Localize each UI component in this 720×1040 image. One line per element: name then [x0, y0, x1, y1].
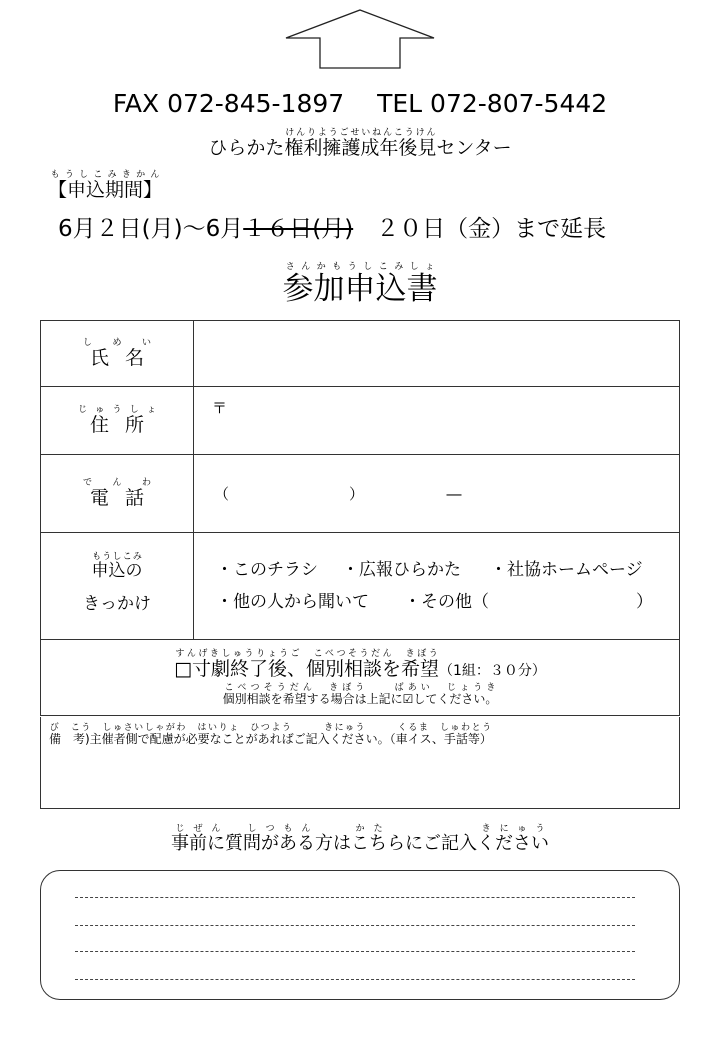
- option-newsletter[interactable]: ・広報ひらかた: [342, 560, 461, 580]
- consultation-row: [41, 640, 680, 716]
- writing-line: [75, 979, 635, 980]
- fax-tel-line: FAX 072-845-1897 TEL 072-807-5442: [112, 89, 608, 118]
- phone-label-cell: 電話でんわ: [41, 455, 194, 533]
- up-arrow-icon: [284, 8, 436, 70]
- remarks-field[interactable]: [40, 717, 680, 809]
- application-form-table: [40, 320, 680, 716]
- option-website[interactable]: ・社協ホームページ: [490, 560, 643, 580]
- name-label-cell: 氏名しめい: [41, 321, 194, 387]
- phone-field[interactable]: （ ） ―: [194, 455, 680, 533]
- remarks-label: 備 考)主催者側で配慮が必要なことがあればご記入ください。（車イス、手話等）び こう しゅさいしゃがわ はいりょ ひつよう きにゅう くるま しゅわとう: [49, 723, 492, 746]
- trigger-label-cell: 申込のもうしこみ きっかけ: [41, 533, 194, 640]
- option-word-of-mouth[interactable]: ・他の人から聞いて: [216, 592, 369, 612]
- questions-title: 事前に質問がある方はこちらにご記入くださいじぜん しつもん かた きにゅう: [171, 824, 549, 854]
- address-field[interactable]: [194, 387, 680, 455]
- application-period: 6月２日(月)～6月１６日(月) ２０日（金）まで延長: [58, 216, 607, 242]
- struck-old-deadline: １６日(月): [243, 216, 354, 242]
- address-label-cell: 住所じゅうしょ: [41, 387, 194, 455]
- name-field[interactable]: [194, 321, 680, 387]
- postal-mark: 〒: [212, 399, 228, 417]
- trigger-options: ・このチラシ ・広報ひらかた ・社協ホームページ ・他の人から聞いて ・その他（ ）: [194, 533, 680, 640]
- option-flyer[interactable]: ・このチラシ: [216, 560, 318, 580]
- application-period-heading: 【申込期間】もうしこみきかん: [48, 170, 163, 201]
- writing-line: [75, 897, 635, 898]
- form-title: 参加申込書さんかもうしこみしょ: [282, 262, 438, 307]
- consultation-note: 個別相談を希望する場合は上記に☑してください。こべつそうだん きぼう ばあい じょうき: [222, 682, 498, 706]
- questions-box[interactable]: [40, 870, 680, 1000]
- writing-line: [75, 925, 635, 926]
- organizer-name: ひらかた権利擁護成年後見けんりようごせいねんこうけんセンター: [208, 128, 512, 159]
- writing-line: [75, 951, 635, 952]
- option-other[interactable]: ・その他（: [404, 592, 489, 612]
- consultation-checkbox[interactable]: □寸劇終了後、個別相談を希望すんげきしゅうりょうご こべつそうだん きぼう（1組：３０分）: [174, 648, 546, 680]
